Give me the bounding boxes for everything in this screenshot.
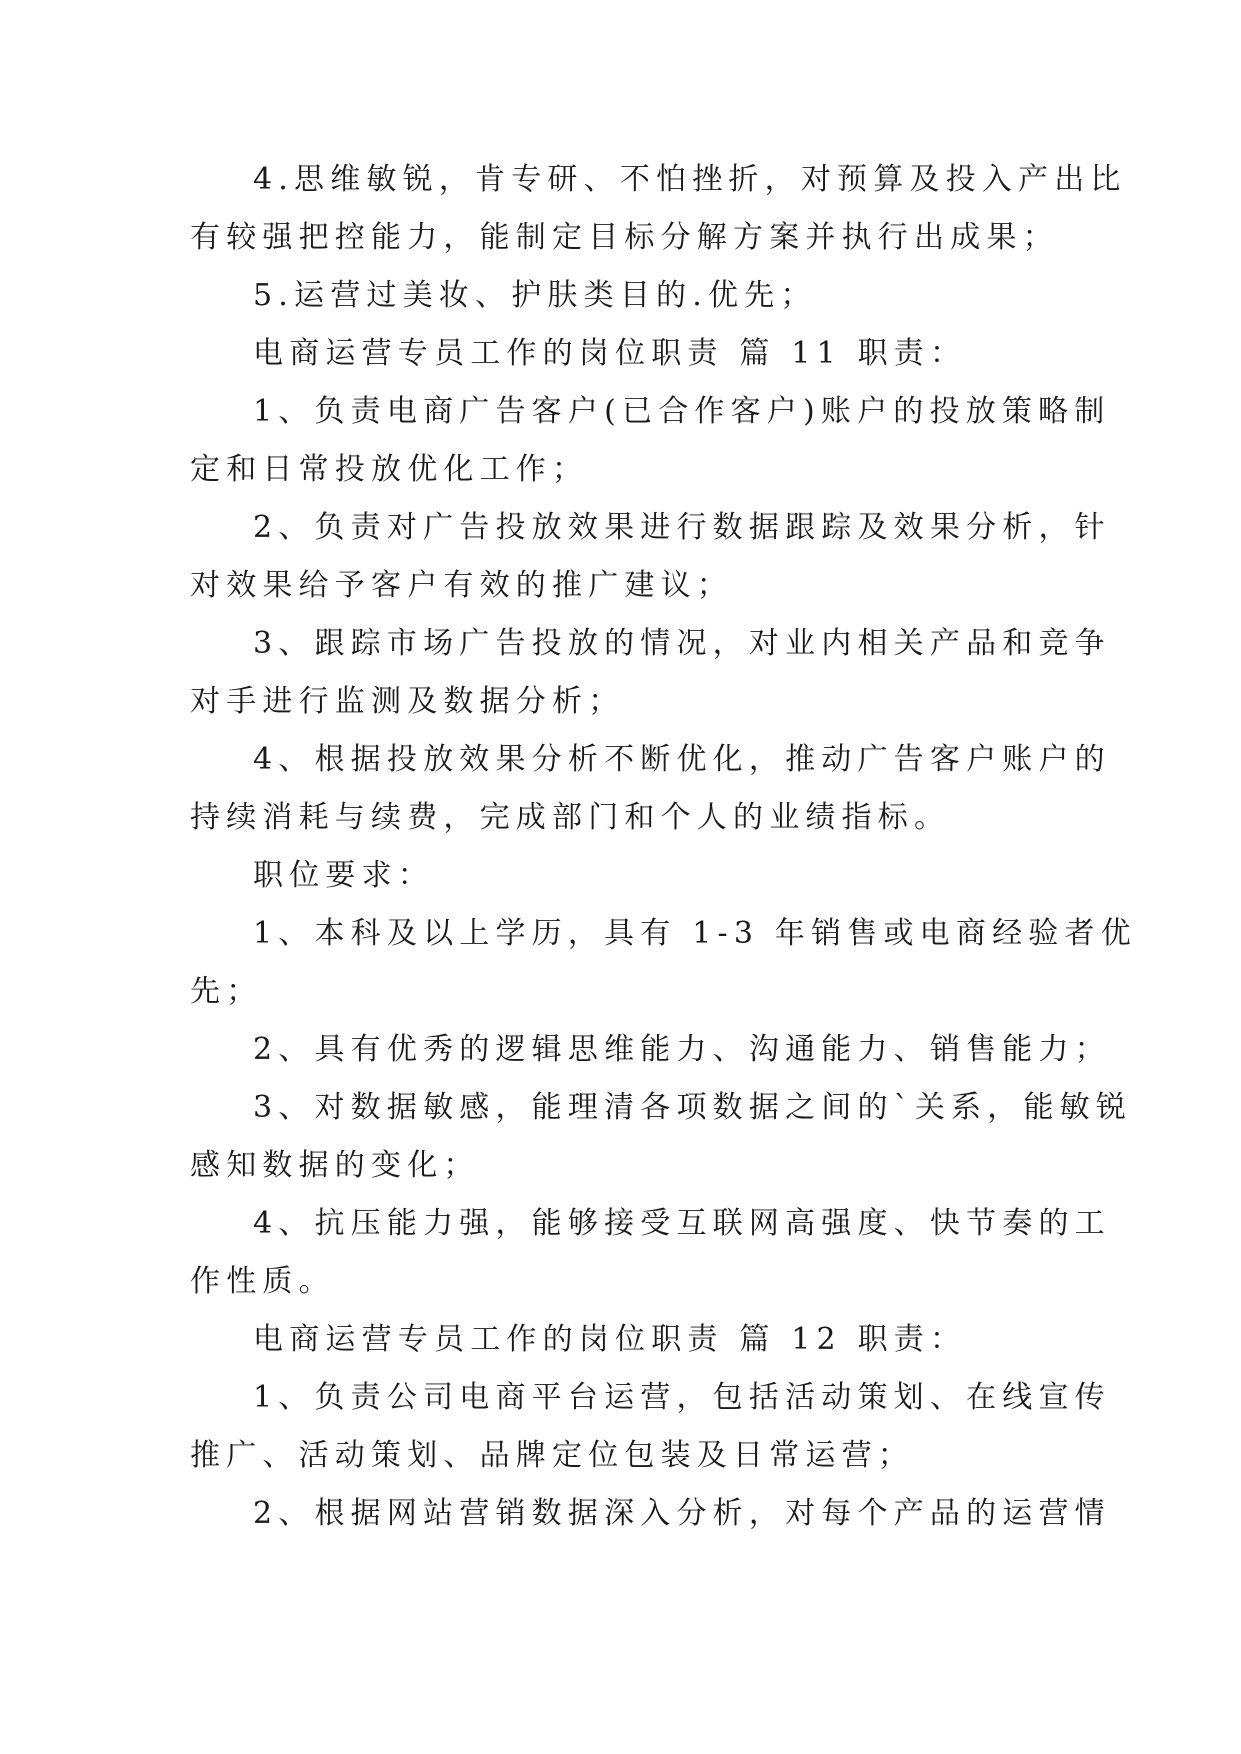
section-heading: 电商运营专员工作的岗位职责 篇 12 职责：: [253, 1322, 967, 1357]
text-line: 推广、活动策划、品牌定位包装及日常运营；: [190, 1438, 914, 1473]
text-line: 4、抗压能力强，能够接受互联网高强度、快节奏的工: [253, 1206, 1111, 1241]
text-line: 持续消耗与续费，完成部门和个人的业绩指标。: [190, 800, 951, 835]
text-line: 定和日常投放优化工作；: [190, 452, 589, 487]
text-line: 对手进行监测及数据分析；: [190, 684, 625, 719]
text-line: 2、根据网站营销数据深入分析，对每个产品的运营情: [253, 1496, 1111, 1531]
document-body: [190, 161, 1137, 1533]
text-line: 先；: [190, 974, 263, 1009]
text-line: 作性质。: [190, 1264, 335, 1299]
text-line: 2、负责对广告投放效果进行数据跟踪及效果分析，针: [253, 510, 1111, 545]
text-line: 1、本科及以上学历，具有 1-3 年销售或电商经验者优: [253, 916, 1137, 951]
text-line: 感知数据的变化；: [190, 1148, 480, 1183]
text-line: 2、具有优秀的逻辑思维能力、沟通能力、销售能力；: [253, 1032, 1111, 1067]
text-line: 对效果给予客户有效的推广建议；: [190, 568, 733, 603]
subheading: 职位要求：: [253, 858, 434, 893]
text-line: 3、对数据敏感，能理清各项数据之间的`关系，能敏锐: [253, 1090, 1133, 1125]
text-line: 3、跟踪市场广告投放的情况，对业内相关产品和竞争: [253, 626, 1111, 661]
section-heading: 电商运营专员工作的岗位职责 篇 11 职责：: [253, 336, 967, 371]
text-line: 4.思维敏锐，肯专研、不怕挫折，对预算及投入产出比: [253, 162, 1127, 197]
text-line: 4、根据投放效果分析不断优化，推动广告客户账户的: [253, 742, 1111, 777]
text-line: 有较强把控能力，能制定目标分解方案并执行出成果；: [190, 220, 1059, 255]
text-line: 1、负责公司电商平台运营，包括活动策划、在线宣传: [253, 1380, 1111, 1415]
text-line: 1、负责电商广告客户(已合作客户)账户的投放策略制: [253, 394, 1111, 429]
text-line: 5.运营过美妆、护肤类目的.优先；: [253, 278, 817, 313]
